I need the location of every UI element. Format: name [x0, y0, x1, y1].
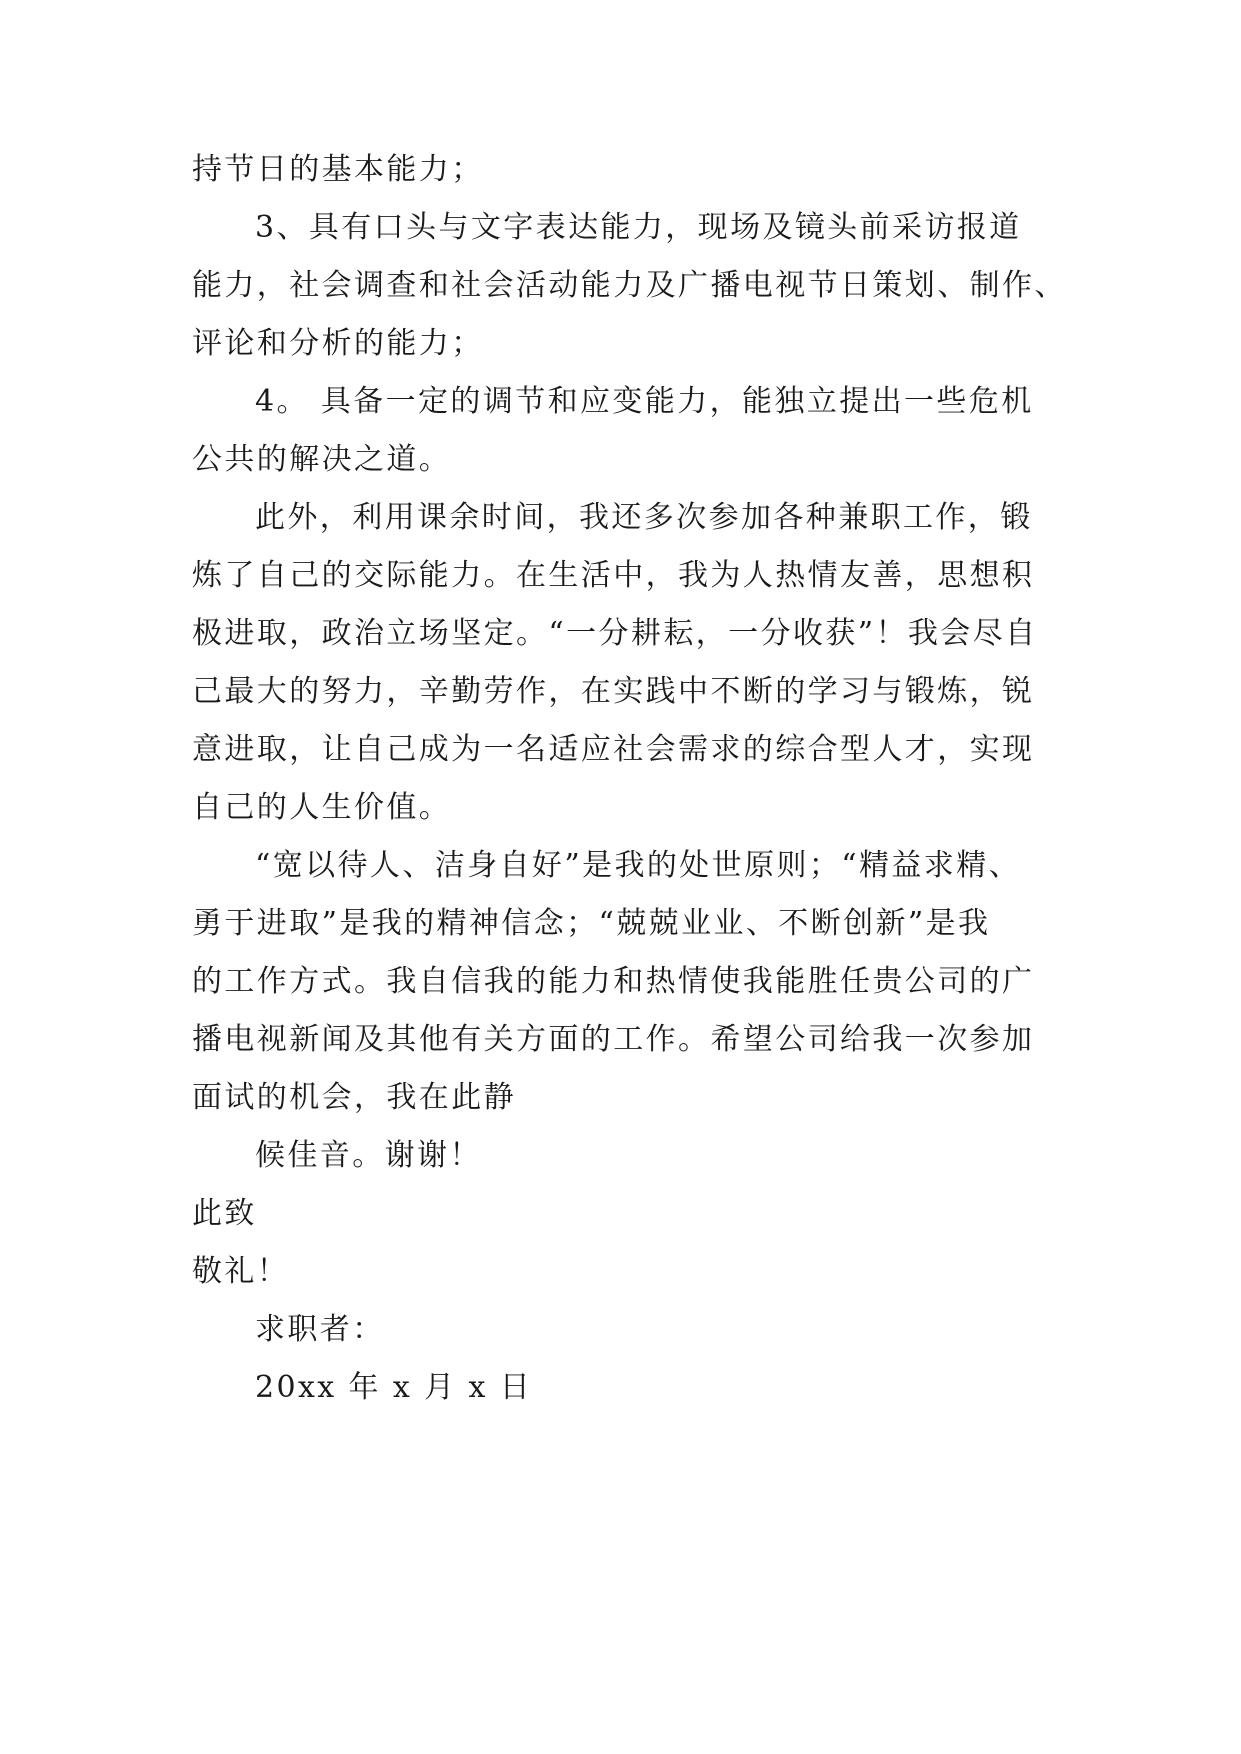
text-line: “宽以待人、洁身自好”是我的处世原则；“精益求精、: [255, 848, 1022, 883]
text-line: 能力，社会调查和社会活动能力及广播电视节日策划、制作、: [192, 268, 1067, 303]
text-line: 候佳音。谢谢！: [255, 1138, 482, 1173]
text-line: 勇于进取”是我的精神信念；“兢兢业业、不断创新”是我: [192, 906, 991, 941]
text-line: 3、具有口头与文字表达能力，现场及镜头前采访报道: [255, 210, 1022, 245]
text-line: 播电视新闻及其他有关方面的工作。希望公司给我一次参加: [192, 1022, 1035, 1057]
text-line: 自己的人生价值。: [192, 790, 452, 825]
text-line: 面试的机会，我在此静: [192, 1080, 516, 1115]
text-line: 公共的解决之道。: [192, 442, 452, 477]
text-line: 的工作方式。我自信我的能力和热情使我能胜任贵公司的广: [192, 964, 1035, 999]
signature-label: 求职者：: [255, 1312, 385, 1347]
text-line: 持节日的基本能力；: [192, 152, 484, 187]
text-line: 此外，利用课余时间，我还多次参加各种兼职工作，锻: [255, 500, 1033, 535]
text-line: 极进取，政治立场坚定。“一分耕耘，一分收获”！我会尽自: [192, 616, 1038, 651]
text-line: 炼了自己的交际能力。在生活中，我为人热情友善，思想积: [192, 558, 1035, 593]
salutation-line: 敬礼！: [192, 1254, 290, 1289]
date-line: 20xx 年 x 月 x 日: [255, 1370, 533, 1405]
closing-line: 此致: [192, 1196, 257, 1231]
text-line: 意进取，让自己成为一名适应社会需求的综合型人才，实现: [192, 732, 1035, 767]
text-line: 己最大的努力，辛勤劳作，在实践中不断的学习与锻炼，锐: [192, 674, 1035, 709]
text-line: 4。 具备一定的调节和应变能力，能独立提出一些危机: [255, 384, 1034, 419]
text-line: 评论和分析的能力；: [192, 326, 484, 361]
